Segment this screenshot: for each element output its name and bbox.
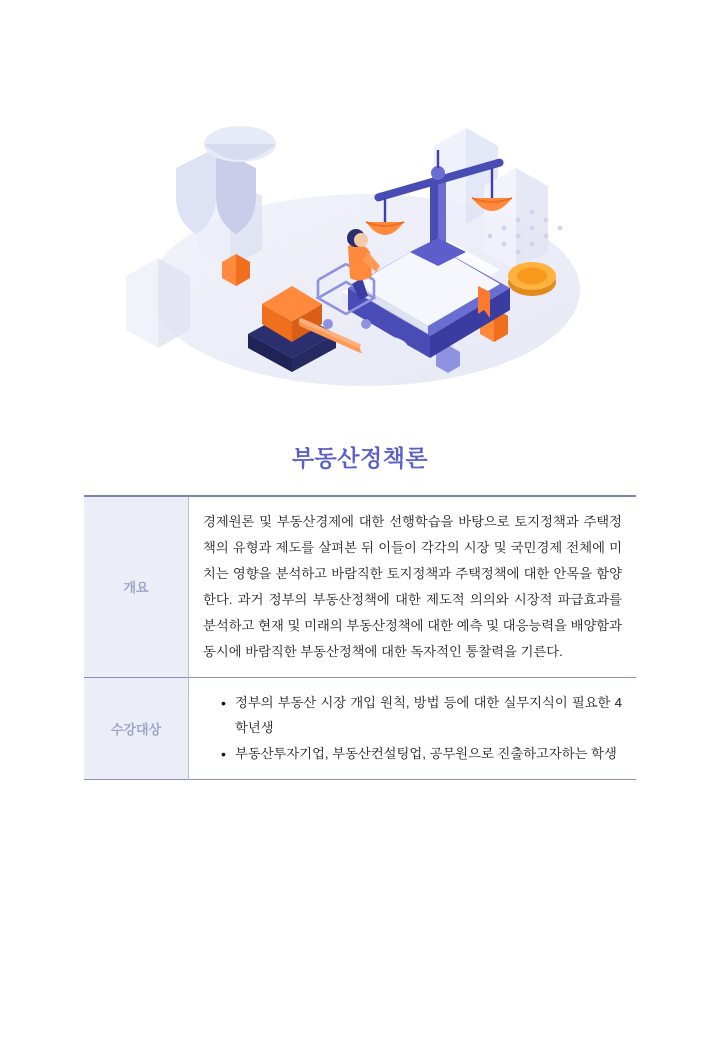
row-content-overview (189, 496, 637, 677)
row-label-overview: 개요 (84, 496, 189, 677)
row-content-audience (189, 677, 637, 780)
table-row (84, 677, 636, 780)
table-row (84, 496, 636, 677)
page-title: 부동산정책론 (291, 445, 429, 471)
list-item: • 부동산투자기업, 부동산컨설팅업, 공무원으로 진출하고자하는 학생 (221, 741, 622, 767)
hero-illustration (0, 0, 720, 440)
course-info-table (84, 495, 636, 780)
row-label-audience: 수강대상 (84, 677, 189, 780)
list-item: • 정부의 부동산 시장 개입 원칙, 방법 등에 대한 실무지식이 필요한 4학년생 (221, 690, 622, 742)
audience-bullet-list (203, 690, 622, 768)
coin-icon (508, 262, 556, 296)
overview-paragraph: 경제원론 및 부동산경제에 대한 선행학습을 바탕으로 토지정책과 주택정책의 유형과 제도를 살펴본 뒤 이들이 각각의 시장 및 국민경제 전체에 미치는 영향을 분석하고 바람직한 토지정책과 주택정책에 대한 안목을 함양한다. 과거 정부의 부동산정책에 대한 제도적 의의와 시장적 파급효과를 분석하고 현재 및 미래의 부동산정책에 대한 예측 및 대응능력을 배양함과 동시에 바람직한 부동산정책에 대한 독자적인 통찰력을 기른다. (203, 514, 622, 659)
real-estate-policy-illustration (80, 0, 640, 430)
